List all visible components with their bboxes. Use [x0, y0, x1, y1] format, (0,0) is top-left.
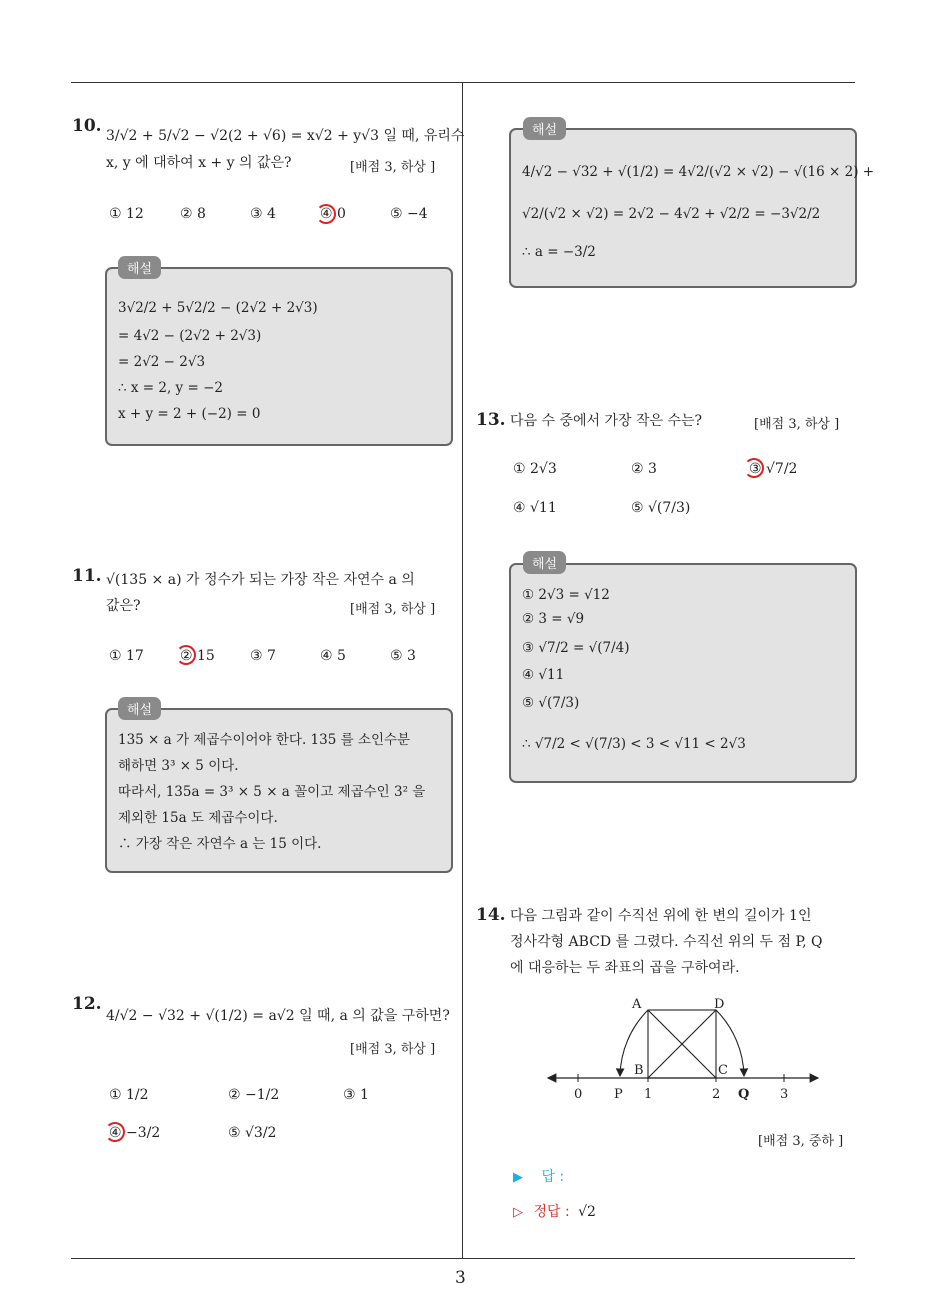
q12-answer-mark	[105, 1122, 125, 1142]
question-11-score: [배점 3, 하상 ]	[350, 602, 436, 617]
q13-choice-4[interactable]: ④ √11	[513, 500, 557, 516]
question-12-score: [배점 3, 하상 ]	[350, 1042, 436, 1057]
question-11-text-line1: √(135 × a) 가 정수가 되는 가장 작은 자연수 a 의	[106, 572, 415, 588]
q13-solution-tag: 해설	[523, 551, 566, 574]
label-q: Q	[738, 1087, 750, 1102]
page-number: 3	[455, 1268, 466, 1288]
question-13-text: 다음 수 중에서 가장 작은 수는?	[510, 413, 703, 429]
q13-answer-mark	[744, 458, 764, 478]
q11-answer-mark	[176, 645, 196, 665]
label-p: P	[614, 1087, 623, 1102]
q10-solution-tag: 해설	[118, 256, 161, 279]
question-14-text-line2: 정사각형 ABCD 를 그렸다. 수직선 위의 두 점 P, Q	[510, 934, 823, 950]
q13-choice-5[interactable]: ⑤ √(7/3)	[631, 500, 691, 516]
q10-solution-line1: 3√2/2 + 5√2/2 − (2√2 + 2√3)	[118, 300, 318, 316]
question-10-number: 10.	[72, 116, 102, 136]
q12-choice-2[interactable]: ② −1/2	[228, 1087, 280, 1103]
question-14-text-line3: 에 대응하는 두 좌표의 곱을 구하여라.	[510, 960, 740, 976]
q13-solution-line1: ① 2√3 = √12	[522, 587, 610, 603]
q13-choice-2[interactable]: ② 3	[631, 461, 657, 477]
q12-choice-3[interactable]: ③ 1	[343, 1087, 369, 1103]
question-13-number: 13.	[476, 410, 506, 430]
q13-choice-3[interactable]: ③ √7/2	[749, 461, 798, 477]
correct-arrow-icon: ▷	[513, 1205, 523, 1220]
q12-choice-4[interactable]: ④ −3/2	[109, 1125, 161, 1141]
q10-choice-4[interactable]: ④ 0	[320, 206, 346, 222]
question-14-score: [배점 3, 중하 ]	[758, 1134, 844, 1149]
q12-solution-line3: ∴ a = −3/2	[522, 244, 596, 260]
q13-solution-line2: ② 3 = √9	[522, 611, 585, 627]
q11-choice-3[interactable]: ③ 7	[250, 648, 276, 664]
q12-choice-1[interactable]: ① 1/2	[109, 1087, 149, 1103]
q10-solution-line4: ∴ x = 2, y = −2	[118, 380, 223, 396]
label-b: B	[634, 1063, 644, 1078]
q13-solution-line5: ⑤ √(7/3)	[522, 695, 580, 711]
q13-solution-line3: ③ √7/2 = √(7/4)	[522, 640, 630, 656]
q11-choice-5[interactable]: ⑤ 3	[390, 648, 416, 664]
question-11-number: 11.	[72, 566, 102, 586]
q11-solution-line3: 따라서, 135a = 3³ × 5 × a 꼴이고 제곱수인 3² 을	[118, 784, 426, 800]
q10-choice-2[interactable]: ② 8	[180, 206, 206, 222]
label-a: A	[632, 997, 642, 1012]
q13-choice-1[interactable]: ① 2√3	[513, 461, 557, 477]
tick-label-3: 3	[780, 1087, 789, 1102]
q10-choice-5[interactable]: ⑤ −4	[390, 206, 428, 222]
q11-choice-2[interactable]: ② 15	[180, 648, 215, 664]
answer-arrow-icon: ▶	[513, 1170, 523, 1185]
question-12-text: 4/√2 − √32 + √(1/2) = a√2 일 때, a 의 값을 구하면?	[106, 1008, 450, 1024]
number-line-figure	[540, 992, 830, 1110]
question-10-text-line2: x, y 에 대하여 x + y 의 값은?	[106, 155, 292, 171]
question-11-text-line2: 값은?	[106, 598, 141, 614]
column-divider	[462, 83, 463, 1259]
q12-solution-line2: √2/(√2 × √2) = 2√2 − 4√2 + √2/2 = −3√2/2	[522, 206, 821, 222]
q11-choice-4[interactable]: ④ 5	[320, 648, 346, 664]
q10-choice-1[interactable]: ① 12	[109, 206, 144, 222]
q13-solution-line6: ∴ √7/2 < √(7/3) < 3 < √11 < 2√3	[522, 736, 746, 752]
question-10-score: [배점 3, 하상 ]	[350, 160, 436, 175]
answer-label: 답 :	[541, 1169, 565, 1185]
q10-solution-line5: x + y = 2 + (−2) = 0	[118, 406, 261, 422]
question-10-text-line1: 3/√2 + 5/√2 − √2(2 + √6) = x√2 + y√3 일 때, 유리수	[106, 128, 465, 144]
q12-choice-5[interactable]: ⑤ √3/2	[228, 1125, 277, 1141]
q10-solution-line2: = 4√2 − (2√2 + 2√3)	[118, 328, 262, 344]
q11-solution-line1: 135 × a 가 제곱수이어야 한다. 135 를 소인수분	[118, 732, 411, 748]
q13-solution-line4: ④ √11	[522, 667, 565, 683]
question-14-text-line1: 다음 그림과 같이 수직선 위에 한 변의 길이가 1인	[510, 908, 812, 924]
q11-solution-line5: ∴ 가장 작은 자연수 a 는 15 이다.	[118, 836, 322, 852]
answer-row	[513, 1166, 564, 1186]
correct-label: 정답 :	[533, 1204, 570, 1220]
label-c: C	[718, 1063, 728, 1078]
question-13-score: [배점 3, 하상 ]	[754, 417, 840, 432]
bottom-rule	[71, 1258, 855, 1259]
tick-label-0: 0	[574, 1087, 583, 1102]
top-rule	[71, 82, 855, 83]
question-14-number: 14.	[476, 905, 506, 925]
q12-solution-line1: 4/√2 − √32 + √(1/2) = 4√2/(√2 × √2) − √(16 × 2) +	[522, 164, 875, 180]
q12-solution-tag: 해설	[523, 117, 566, 140]
correct-value: √2	[578, 1204, 596, 1220]
q11-choice-1[interactable]: ① 17	[109, 648, 144, 664]
q11-solution-line4: 제외한 15a 도 제곱수이다.	[118, 810, 278, 826]
q11-solution-tag: 해설	[118, 697, 161, 720]
label-d: D	[714, 997, 725, 1012]
tick-label-1: 1	[644, 1087, 653, 1102]
correct-answer-row	[513, 1201, 596, 1221]
q10-answer-mark	[316, 204, 336, 224]
q11-solution-line2: 해하면 3³ × 5 이다.	[118, 758, 239, 774]
tick-label-2: 2	[712, 1087, 721, 1102]
q10-solution-line3: = 2√2 − 2√3	[118, 354, 206, 370]
q10-choice-3[interactable]: ③ 4	[250, 206, 276, 222]
question-12-number: 12.	[72, 994, 102, 1014]
